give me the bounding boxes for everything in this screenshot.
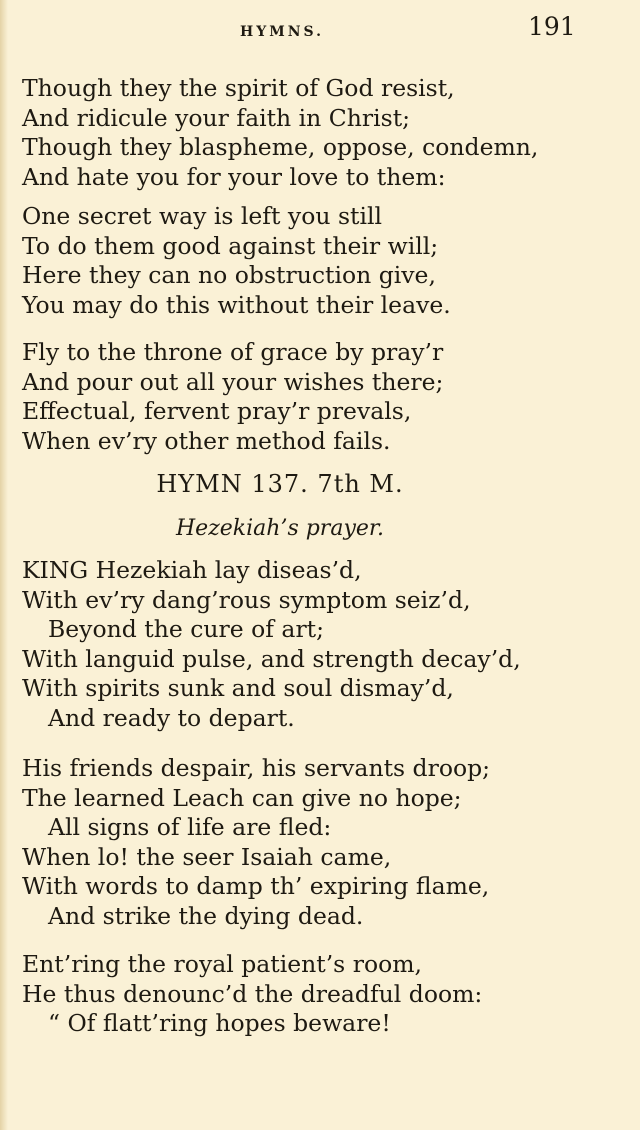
page-spine-edge xyxy=(0,0,8,1130)
verse-line: And ridicule your faith in Christ; xyxy=(22,103,411,132)
stanza-6 xyxy=(22,950,482,1039)
hymn-subtitle: Hezekiah’s prayer. xyxy=(175,516,384,541)
verse-line: And strike the dying dead. xyxy=(48,901,364,930)
page-number: 191 xyxy=(528,12,576,41)
verse-line: “ Of flatt’ring hopes beware! xyxy=(48,1009,391,1037)
verse-line: To do them good against their will; xyxy=(22,231,439,260)
stanza-3 xyxy=(22,338,443,456)
hymn-title: HYMN 137. 7th M. xyxy=(156,470,404,498)
stanza-2 xyxy=(22,202,451,320)
verse-line: And ready to depart. xyxy=(48,703,295,732)
verse-line: When lo! the seer Isaiah came, xyxy=(22,842,392,871)
verse-line: With words to damp th’ expiring flame, xyxy=(22,872,490,900)
verse-line: Beyond the cure of art; xyxy=(48,615,325,643)
running-head: HYMNS. xyxy=(240,24,325,40)
verse-line: The learned Leach can give no hope; xyxy=(22,783,462,812)
verse-line: All signs of life are fled: xyxy=(48,813,332,841)
verse-line: Here they can no obstruction give, xyxy=(22,261,436,289)
stanza-4 xyxy=(22,556,521,733)
verse-line: With spirits sunk and soul dismay’d, xyxy=(22,674,454,702)
verse-line: Effectual, fervent pray’r prevals, xyxy=(22,397,412,425)
verse-line: With languid pulse, and strength decay’d, xyxy=(22,644,521,673)
verse-line: KING Hezekiah lay diseas’d, xyxy=(22,556,362,584)
verse-line: You may do this without their leave. xyxy=(22,290,451,319)
verse-line: And pour out all your wishes there; xyxy=(22,367,444,396)
verse-line: With ev’ry dang’rous symptom seiz’d, xyxy=(22,585,471,614)
verse-line: Fly to the throne of grace by pray’r xyxy=(22,338,444,366)
stanza-1 xyxy=(22,74,538,192)
verse-line: When ev’ry other method fails. xyxy=(22,426,391,455)
verse-line: Ent’ring the royal patient’s room, xyxy=(22,950,422,978)
verse-line: Though they the spirit of God resist, xyxy=(22,74,455,102)
verse-line: One secret way is left you still xyxy=(22,202,382,230)
verse-line: His friends despair, his servants droop; xyxy=(22,754,491,782)
verse-line: He thus denounc’d the dreadful doom: xyxy=(22,979,483,1008)
verse-line: And hate you for your love to them: xyxy=(22,162,446,191)
verse-line: Though they blaspheme, oppose, condemn, xyxy=(22,133,539,161)
stanza-5 xyxy=(22,754,490,931)
